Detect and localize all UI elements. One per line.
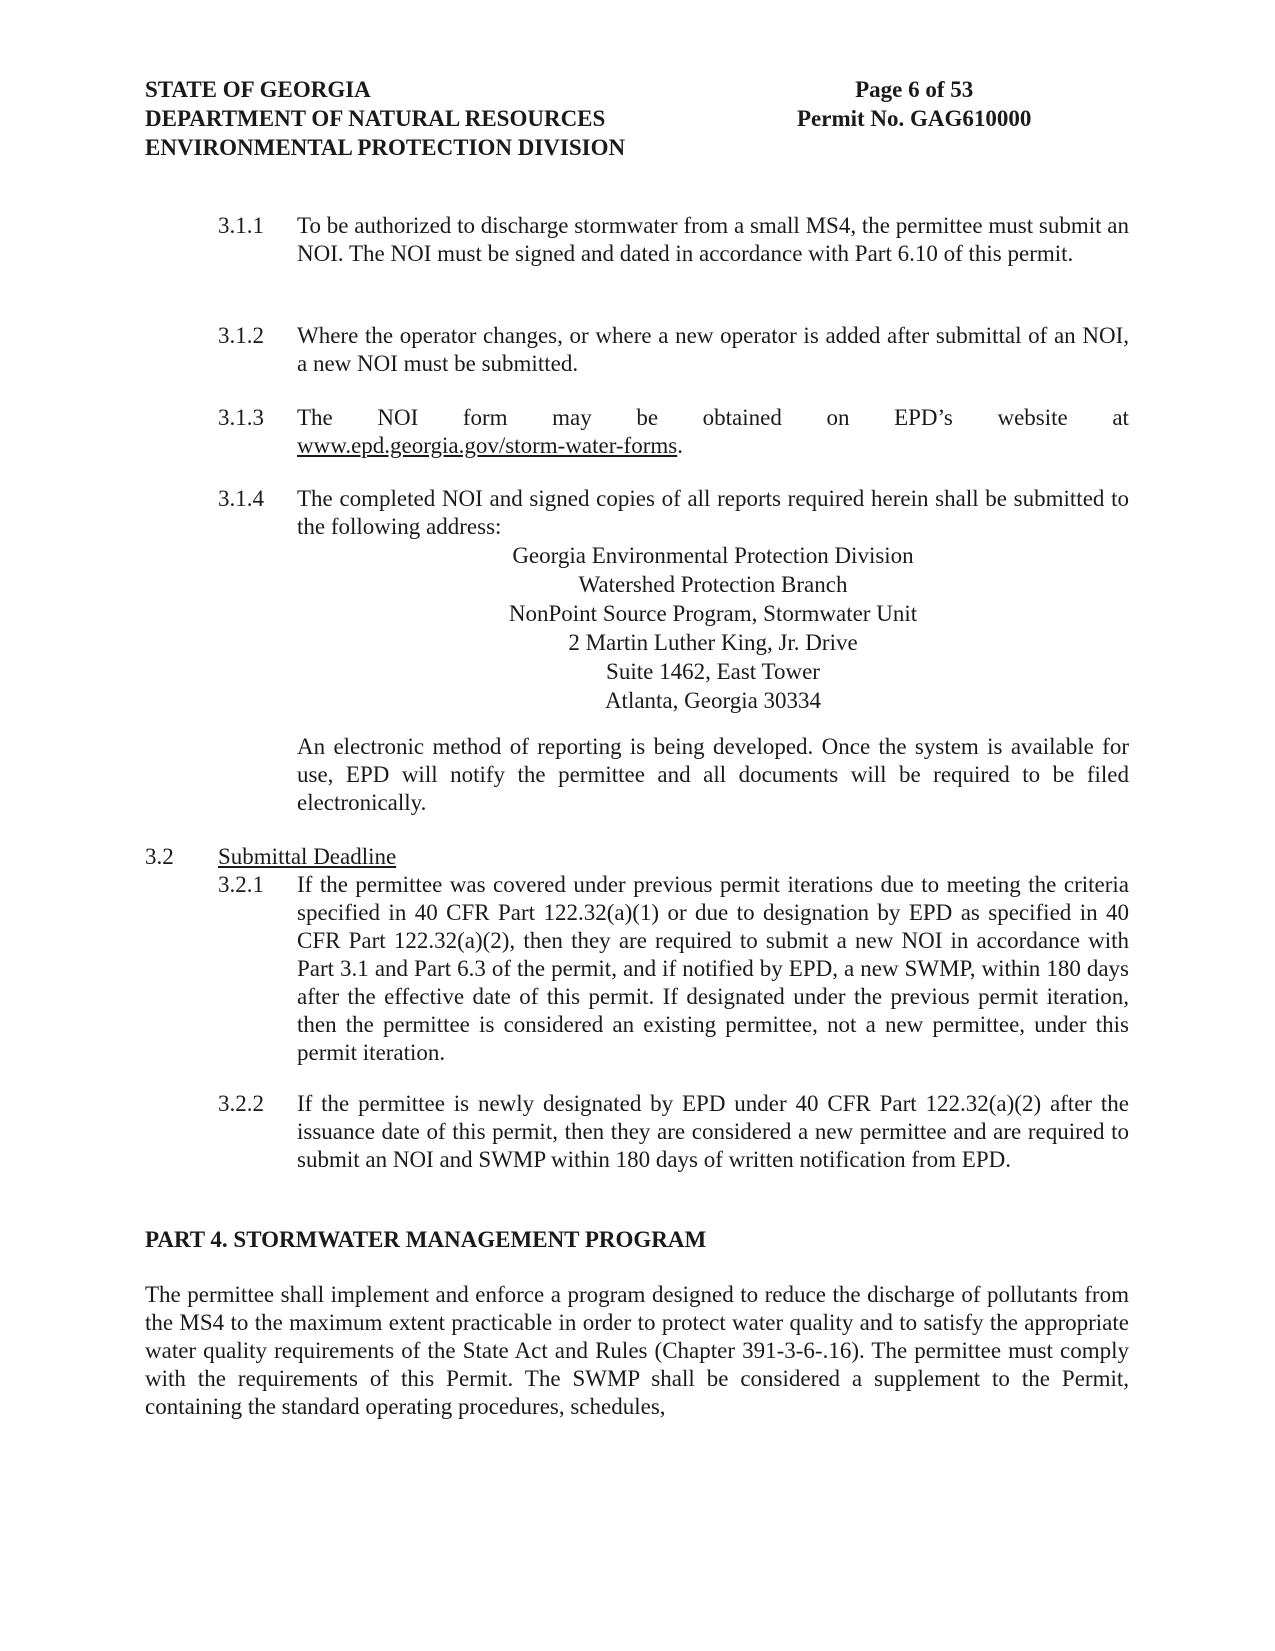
- section-text: If the permittee is newly designated by EPD under 40 CFR Part 122.32(a)(2) after the issuance date of this permit, then they are considered a new permittee and are required to submit an NOI and SWMP within 180 days of written notification from EPD.: [297, 1091, 1129, 1172]
- section-text: Where the operator changes, or where a new operator is added after submittal of an NOI, a new NOI must be submitted.: [297, 323, 1129, 376]
- permit-number: Permit No. GAG610000: [797, 106, 1032, 131]
- word: form: [462, 405, 508, 430]
- address-line: NonPoint Source Program, Stormwater Unit: [508, 601, 918, 626]
- section-number: 3.2.1: [218, 872, 264, 897]
- word: EPD’s: [894, 405, 953, 430]
- part-4-paragraph: The permittee shall implement and enforce a program designed to reduce the discharge of pollutants from the MS4 to the maximum extent practicable in order to protect water quality and to satisfy the appropriate water quality requirements of the State Act and Rules (Chapter 391-3-6-.16). The permittee must comply with the requirements of this Permit. The SWMP shall be considered a supplement to the Permit, containing the standard operating procedures, schedules,: [145, 1282, 1129, 1419]
- agency-line-division: ENVIRONMENTAL PROTECTION DIVISION: [145, 135, 626, 160]
- section-text: If the permittee was covered under previous permit iterations due to meeting the criteria specified in 40 CFR Part 122.32(a)(1) or due to designation by EPD as specified in 40 CFR Part 122.32(a)(2), then they are required to submit a new NOI in accordance with Part 3.1 and Part 6.3 of the permit, and if notified by EPD, a new SWMP, within 180 days after the effective date of this permit. If designated under the previous permit iteration, then the permittee is considered an existing permittee, not a new permittee, under this permit iteration.: [297, 872, 1129, 1065]
- agency-line-department: DEPARTMENT OF NATURAL RESOURCES: [145, 106, 606, 131]
- page-info-header: [797, 75, 1031, 133]
- electronic-reporting-note: An electronic method of reporting is being developed. Once the system is available for use, EPD will notify the permittee and all documents will be required to be filed electronically.: [297, 734, 1129, 815]
- section-text: The completed NOI and signed copies of all reports required herein shall be submitted to the following address:: [297, 486, 1129, 539]
- section-text: To be authorized to discharge stormwater from a small MS4, the permittee must submit an NOI. The NOI must be signed and dated in accordance with Part 6.10 of this permit.: [297, 213, 1129, 266]
- agency-line-state: STATE OF GEORGIA: [145, 77, 371, 102]
- section-heading: Submittal Deadline: [218, 844, 397, 869]
- section-number: 3.2.2: [218, 1091, 264, 1116]
- section-text: [297, 404, 1129, 460]
- part-4-heading: PART 4. STORMWATER MANAGEMENT PROGRAM: [145, 1227, 707, 1252]
- agency-header: [145, 75, 625, 162]
- word: NOI: [377, 405, 419, 430]
- word: website: [997, 405, 1068, 430]
- word: The: [297, 405, 333, 430]
- address-line: Atlanta, Georgia 30334: [604, 688, 822, 713]
- section-number: 3.1.2: [218, 323, 264, 348]
- address-line: 2 Martin Luther King, Jr. Drive: [568, 630, 858, 655]
- address-line: Georgia Environmental Protection Division: [512, 543, 914, 568]
- word: may: [552, 405, 592, 430]
- word: obtained: [702, 405, 782, 430]
- word: be: [636, 405, 659, 430]
- section-number: 3.2: [145, 844, 174, 869]
- period: .: [677, 433, 683, 458]
- section-number: 3.1.3: [218, 405, 264, 430]
- storm-water-forms-link[interactable]: www.epd.georgia.gov/storm-water-forms: [297, 433, 678, 458]
- address-line: Watershed Protection Branch: [578, 572, 848, 597]
- address-line: Suite 1462, East Tower: [606, 659, 820, 684]
- link-line: [297, 432, 1129, 460]
- section-number: 3.1.4: [218, 486, 264, 511]
- section-number: 3.1.1: [218, 213, 264, 238]
- justified-line: [297, 404, 1129, 432]
- word: at: [1112, 405, 1129, 430]
- word: on: [826, 405, 850, 430]
- page-number: Page 6 of 53: [855, 77, 974, 102]
- mailing-address: [297, 541, 1129, 715]
